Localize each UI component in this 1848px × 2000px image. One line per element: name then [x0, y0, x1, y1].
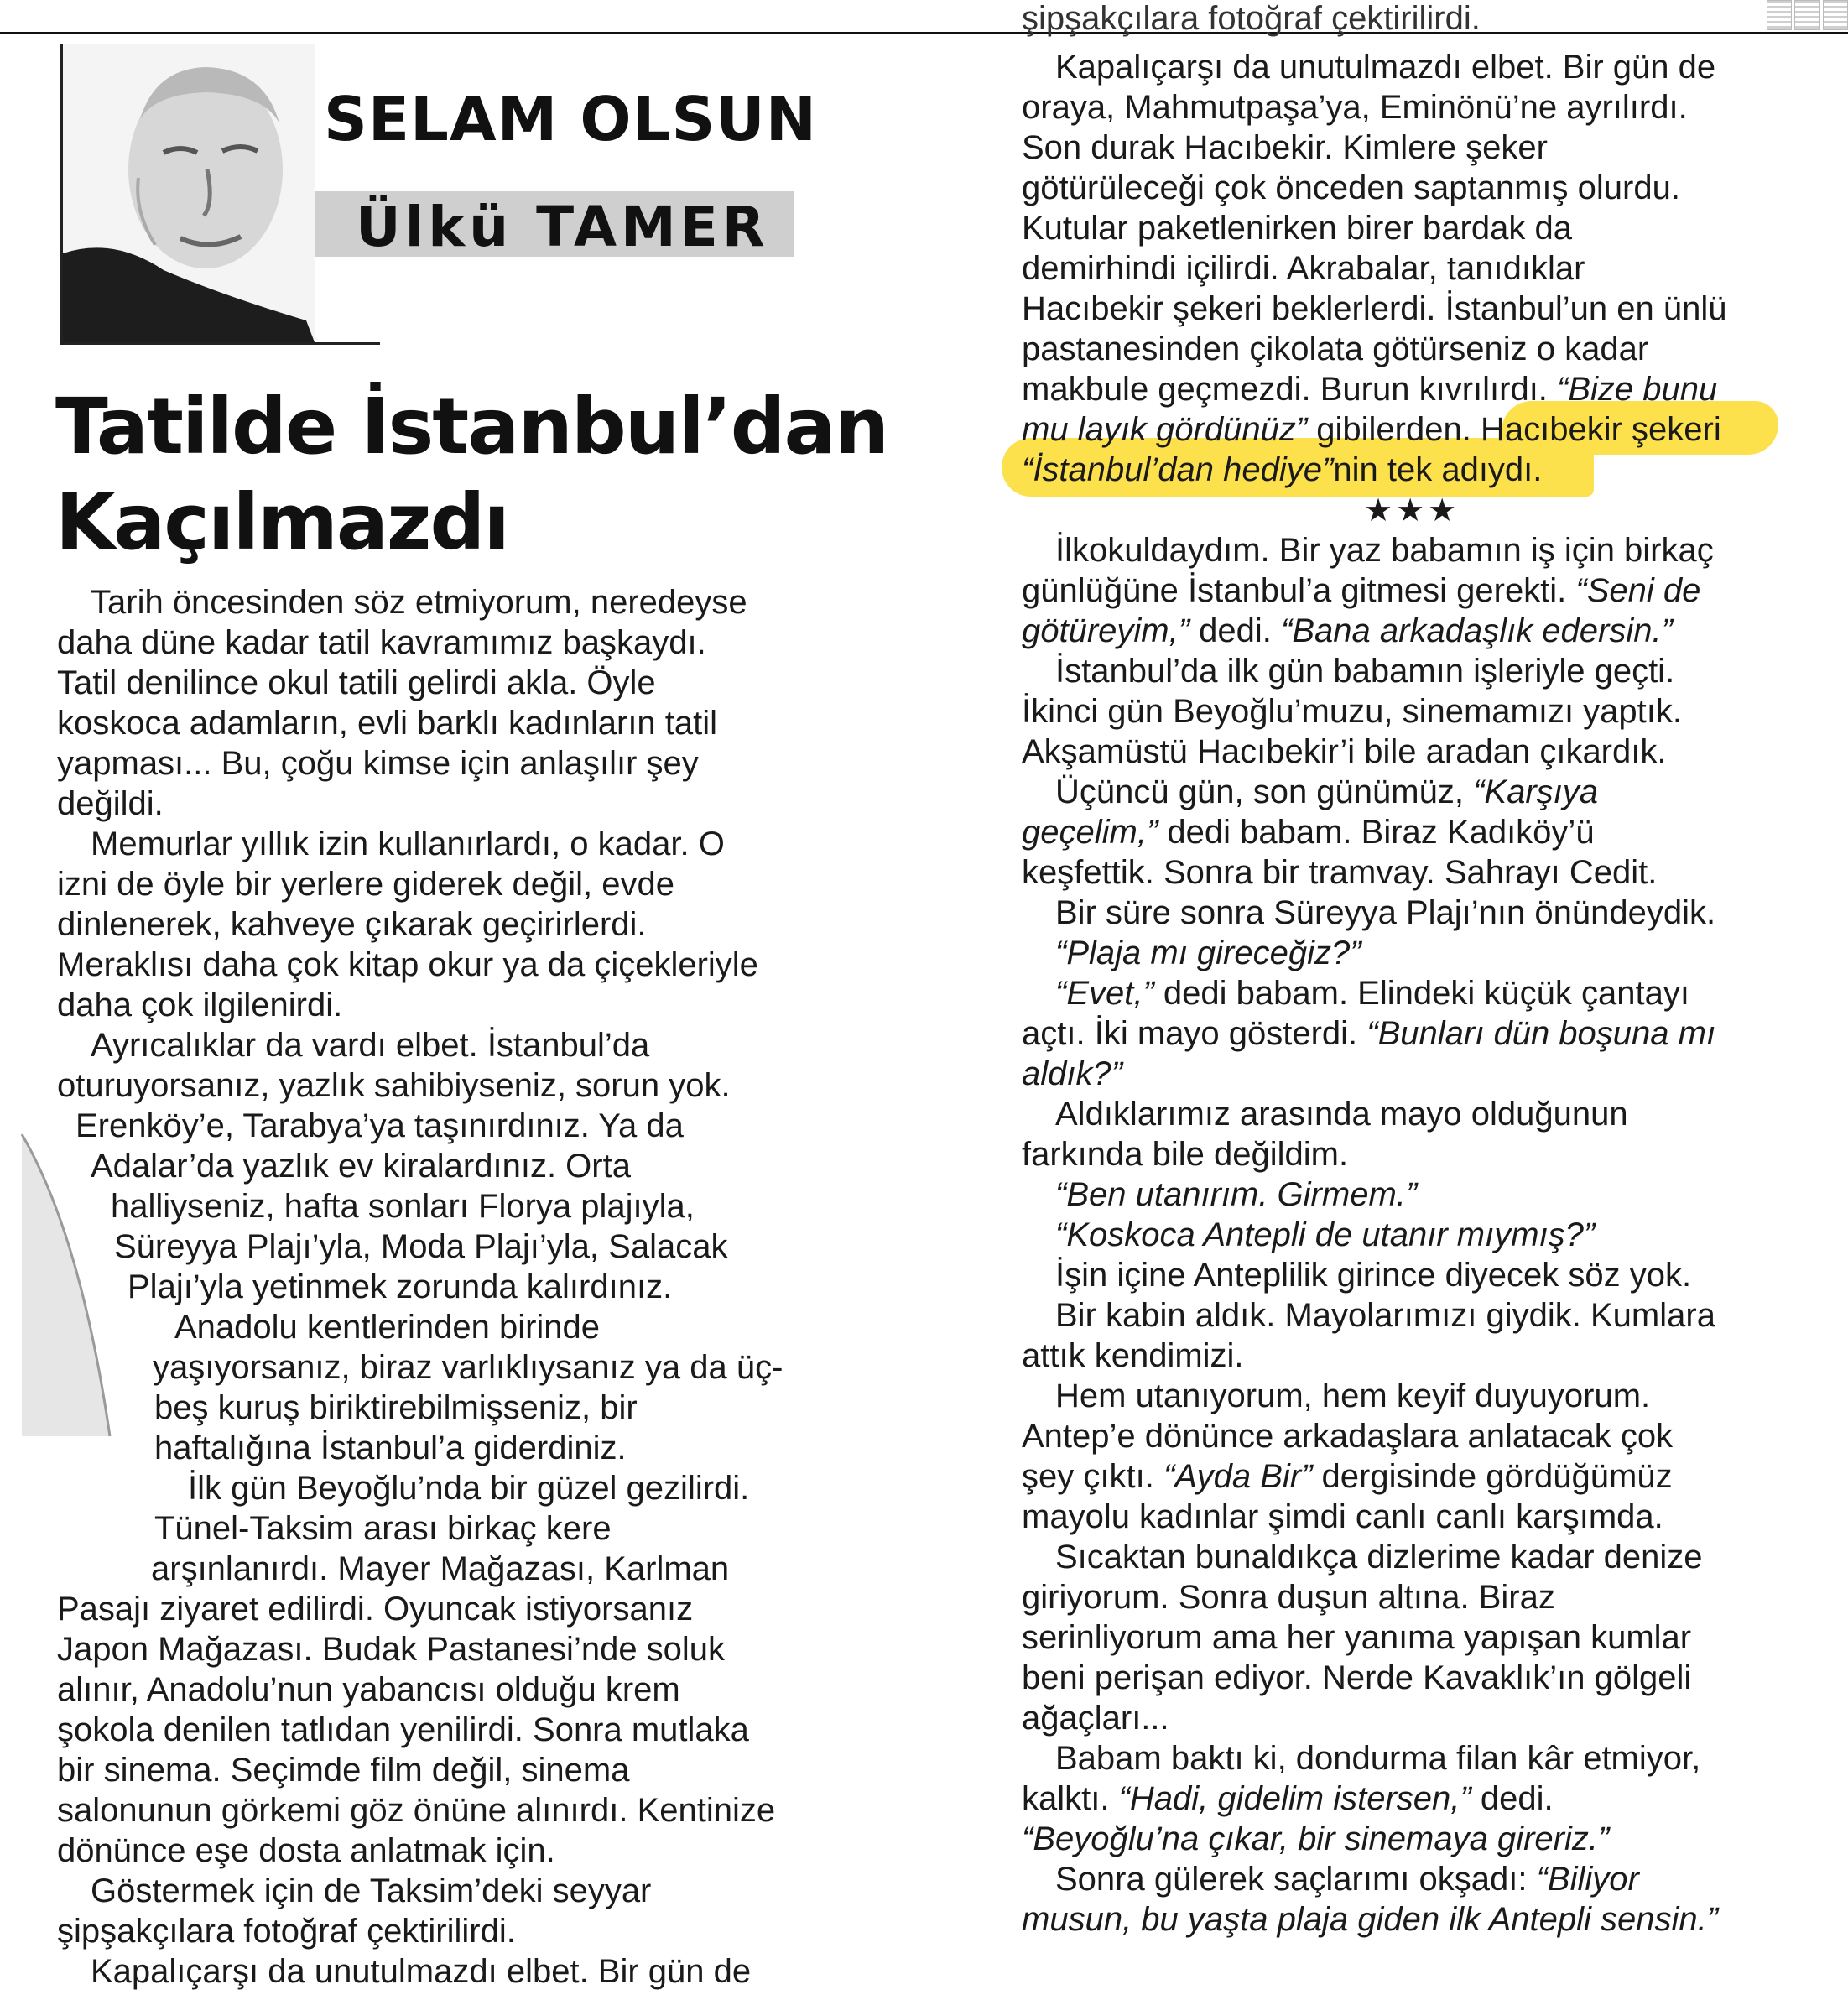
highlighted-quote: “İstanbul’dan hediye”	[1022, 451, 1334, 488]
text-run: dedi babam. Biraz Kadıköy’ü	[1158, 814, 1595, 851]
text-line: götürüleceği çok önceden saptanmış olurdu.	[1022, 169, 1680, 206]
text-line: dönünce eşe dosta anlatmak için.	[57, 1832, 555, 1869]
article-column-right	[1022, 47, 1827, 1940]
text-line	[1022, 611, 1827, 651]
text-run: dedi babam. Elindeki küçük çantayı	[1153, 975, 1689, 1012]
text-line: daha çok ilgilenirdi.	[57, 987, 343, 1023]
text-run: Sonra gülerek saçlarımı okşadı:	[1055, 1861, 1537, 1898]
text-line: beni perişan ediyor. Nerde Kavaklık’ın gölgeli	[1022, 1659, 1692, 1696]
text-line: serinliyorum ama her yanıma yapışan kumlar	[1022, 1619, 1692, 1656]
quote-run: “Karşıya	[1473, 773, 1599, 810]
quote-run: “Ben utanırım. Girmem.”	[1055, 1176, 1418, 1213]
text-line: haftalığına İstanbul’a giderdiniz.	[154, 1430, 627, 1466]
text-line: yaşıyorsanız, biraz varlıklıysanız ya da üç-	[153, 1349, 783, 1386]
text-line	[1022, 1859, 1827, 1899]
text-run: şey çıktı.	[1022, 1458, 1163, 1495]
text-line	[1022, 1215, 1827, 1255]
text-run: Üçüncü gün, son günümüz,	[1055, 773, 1474, 810]
text-line: Plajı’yla yetinmek zorunda kalırdınız.	[128, 1268, 673, 1305]
text-line	[1022, 1174, 1827, 1215]
text-line	[1022, 933, 1827, 973]
text-run: açtı. İki mayo gösterdi.	[1022, 1015, 1367, 1052]
text-line	[1022, 772, 1827, 812]
text-line: Bir kabin aldık. Mayolarımızı giydik. Kumlara	[1055, 1297, 1715, 1334]
text-run: dedi.	[1471, 1780, 1554, 1817]
text-line: Kapalıçarşı da unutulmazdı elbet. Bir gün de	[1055, 49, 1716, 86]
headline-line: Kaçılmazdı	[55, 477, 508, 567]
text-line: oraya, Mahmutpaşa’ya, Eminönü’ne ayrılırdı.	[1022, 89, 1688, 126]
text-line: beş kuruş biriktirebilmişseniz, bir	[154, 1389, 638, 1426]
text-line: şokola denilen tatlıdan yenilirdi. Sonra mutlaka	[57, 1711, 749, 1748]
text-line: İşin içine Anteplilik girince diyecek söz yok.	[1055, 1257, 1692, 1294]
quote-run: aldık?”	[1022, 1055, 1123, 1092]
text-line: mayolu kadınlar şimdi canlı canlı karşımda.	[1022, 1498, 1663, 1535]
headline-line: Tatilde İstanbul’dan	[55, 382, 888, 471]
page-thumbnails	[1767, 0, 1848, 30]
text-line: Göstermek için de Taksim’deki seyyar	[91, 1872, 652, 1909]
article-headline	[55, 379, 888, 570]
text-line: şipşakçılara fotoğraf çektirilirdi.	[57, 1913, 516, 1950]
text-line: Hacıbekir şekeri beklerlerdi. İstanbul’un en ünlü	[1022, 290, 1727, 327]
text-line: Hem utanıyorum, hem keyif duyuyorum.	[1055, 1378, 1651, 1414]
cut-off-text: şipşakçılara fotoğraf çektirilirdi.	[1022, 0, 1481, 37]
text-line: Kapalıçarşı da unutulmazdı elbet. Bir gün de	[91, 1953, 752, 1990]
page-thumbnail	[1794, 0, 1819, 30]
author-photo	[63, 44, 315, 342]
text-run: kalktı.	[1022, 1780, 1119, 1817]
quote-run: “Plaja mı gireceğiz?”	[1055, 935, 1361, 971]
text-line: halliyseniz, hafta sonları Florya plajıyla,	[111, 1188, 695, 1225]
quote-run: “Beyoğlu’na çıkar, bir sinemaya gireriz.”	[1022, 1820, 1610, 1857]
text-run: makbule geçmezdi. Burun kıvrılırdı.	[1022, 371, 1558, 408]
text-line: Tatil denilince okul tatili gelirdi akla. Öyle	[57, 664, 656, 701]
author-name: Ülkü TAMER	[356, 195, 769, 259]
quote-run: götüreyim,”	[1022, 612, 1190, 649]
text-line: Tünel-Taksim arası birkaç kere	[154, 1510, 612, 1547]
text-line: keşfettik. Sonra bir tramvay. Sahrayı Cedit.	[1022, 854, 1658, 891]
column-title: SELAM OLSUN	[324, 84, 818, 154]
text-line	[1022, 1779, 1827, 1819]
text-line	[1022, 409, 1827, 450]
quote-run: musun, bu yaşta plaja giden ilk Antepli sensin.”	[1022, 1901, 1719, 1938]
text-line	[1022, 369, 1827, 409]
text-line	[1022, 570, 1827, 611]
text-line: Anadolu kentlerinden birinde	[174, 1309, 601, 1346]
quote-run: “Hadi, gidelim istersen,”	[1118, 1780, 1471, 1817]
text-line: yapması... Bu, çoğu kimse için anlaşılır şey	[57, 745, 699, 782]
text-line: arşınlanırdı. Mayer Mağazası, Karlman	[151, 1550, 730, 1587]
quote-run: “Koskoca Antepli de utanır mıymış?”	[1055, 1216, 1596, 1253]
text-line: Japon Mağazası. Budak Pastanesi’nde soluk	[57, 1631, 726, 1668]
text-line	[1022, 450, 1827, 490]
text-line	[1022, 1819, 1827, 1859]
text-line: Pasajı ziyaret edilirdi. Oyuncak istiyorsanız	[57, 1591, 694, 1628]
quote-run: “Ayda Bir”	[1163, 1458, 1313, 1495]
article-column-left	[57, 582, 862, 1992]
text-line: izni de öyle bir yerlere giderek değil, evde	[57, 866, 674, 903]
text-line	[1022, 812, 1827, 852]
highlighted-text: nin tek adıydı.	[1333, 451, 1543, 488]
text-line: Aldıklarımız arasında mayo olduğunun	[1055, 1096, 1628, 1133]
highlighted-text: Hacıbekir şekeri	[1480, 411, 1721, 448]
text-run: gibilerden.	[1307, 411, 1481, 448]
text-line	[1022, 1013, 1827, 1054]
text-run: günlüğüne İstanbul’a gitmesi gerekti.	[1022, 572, 1576, 609]
text-line: farkında bile değildim.	[1022, 1136, 1349, 1173]
quote-run: “Seni de	[1575, 572, 1701, 609]
text-line: Son durak Hacıbekir. Kimlere şeker	[1022, 129, 1548, 166]
text-line: İkinci gün Beyoğlu’muzu, sinemamızı yaptık.	[1022, 693, 1683, 730]
text-line: alınır, Anadolu’nun yabancısı olduğu krem	[57, 1671, 680, 1708]
quote-run: “Biliyor	[1536, 1861, 1639, 1898]
text-line: Memurlar yıllık izin kullanırlardı, o kadar. O	[91, 826, 725, 862]
text-line: demirhindi içilirdi. Akrabalar, tanıdıklar	[1022, 250, 1585, 287]
page-thumbnail	[1823, 0, 1848, 30]
section-stars: ★★★	[1364, 492, 1460, 529]
text-line: giriyorum. Sonra duşun altına. Biraz	[1022, 1579, 1555, 1616]
quote-run: mu layık gördünüz”	[1022, 411, 1308, 448]
text-line: Meraklısı daha çok kitap okur ya da çiçekleriyle	[57, 946, 758, 983]
text-line: Akşamüstü Hacıbekir’i bile aradan çıkardık.	[1022, 733, 1667, 770]
text-line: İlk gün Beyoğlu’nda bir güzel gezilirdi.	[188, 1470, 750, 1507]
text-line: oturuyorsanız, yazlık sahibiyseniz, sorun yok.	[57, 1067, 731, 1104]
text-line: Adalar’da yazlık ev kiralardınız. Orta	[91, 1148, 631, 1185]
text-line: Süreyya Plajı’yla, Moda Plajı’yla, Salacak	[114, 1228, 728, 1265]
text-line: Ayrıcalıklar da vardı elbet. İstanbul’da	[91, 1027, 650, 1064]
text-line: koskoca adamların, evli barklı kadınların tatil	[57, 705, 718, 742]
quote-run: “Bana arkadaşlık edersin.”	[1281, 612, 1673, 649]
text-line: bir sinema. Seçimde film değil, sinema	[57, 1752, 630, 1789]
text-line: Kutular paketlenirken birer bardak da	[1022, 210, 1572, 247]
quote-run: “Evet,”	[1055, 975, 1154, 1012]
text-line	[1022, 973, 1827, 1013]
quote-run: “Bize bunu	[1557, 371, 1718, 408]
text-line: İstanbul’da ilk gün babamın işleriyle geçti.	[1055, 653, 1675, 690]
text-run: dergisinde gördüğümüz	[1312, 1458, 1673, 1495]
text-run: dedi.	[1189, 612, 1282, 649]
quote-run: “Bunları dün boşuna mı	[1366, 1015, 1716, 1052]
text-line: daha düne kadar tatil kavramımız başkaydı.	[57, 624, 706, 661]
text-line	[1022, 1899, 1827, 1940]
text-line: ağaçları...	[1022, 1700, 1169, 1737]
text-line: Babam baktı ki, dondurma filan kâr etmiyor,	[1055, 1740, 1701, 1777]
text-line: attık kendimizi.	[1022, 1337, 1244, 1374]
text-line: Erenköy’e, Tarabya’ya taşınırdınız. Ya da	[75, 1107, 684, 1144]
text-line: Bir süre sonra Süreyya Plajı’nın önündeydik.	[1055, 894, 1716, 931]
text-line	[1022, 1054, 1827, 1094]
text-line: pastanesinden çikolata götürseniz o kadar	[1022, 331, 1649, 367]
text-line: değildi.	[57, 785, 164, 822]
cut-off-line	[1022, 0, 1777, 39]
text-line: Antep’e dönünce arkadaşlara anlatacak çok	[1022, 1418, 1674, 1455]
text-line: İlkokuldaydım. Bir yaz babamın iş için birkaç	[1055, 532, 1714, 569]
text-line: dinlenerek, kahveye çıkarak geçirirlerdi.	[57, 906, 647, 943]
text-line: salonunun görkemi göz önüne alınırdı. Kentinize	[57, 1792, 776, 1829]
text-line: Sıcaktan bunaldıkça dizlerime kadar denize	[1055, 1539, 1703, 1576]
text-line: Tarih öncesinden söz etmiyorum, neredeyse	[91, 584, 747, 621]
quote-run: geçelim,”	[1022, 814, 1158, 851]
text-line	[1022, 1456, 1827, 1497]
